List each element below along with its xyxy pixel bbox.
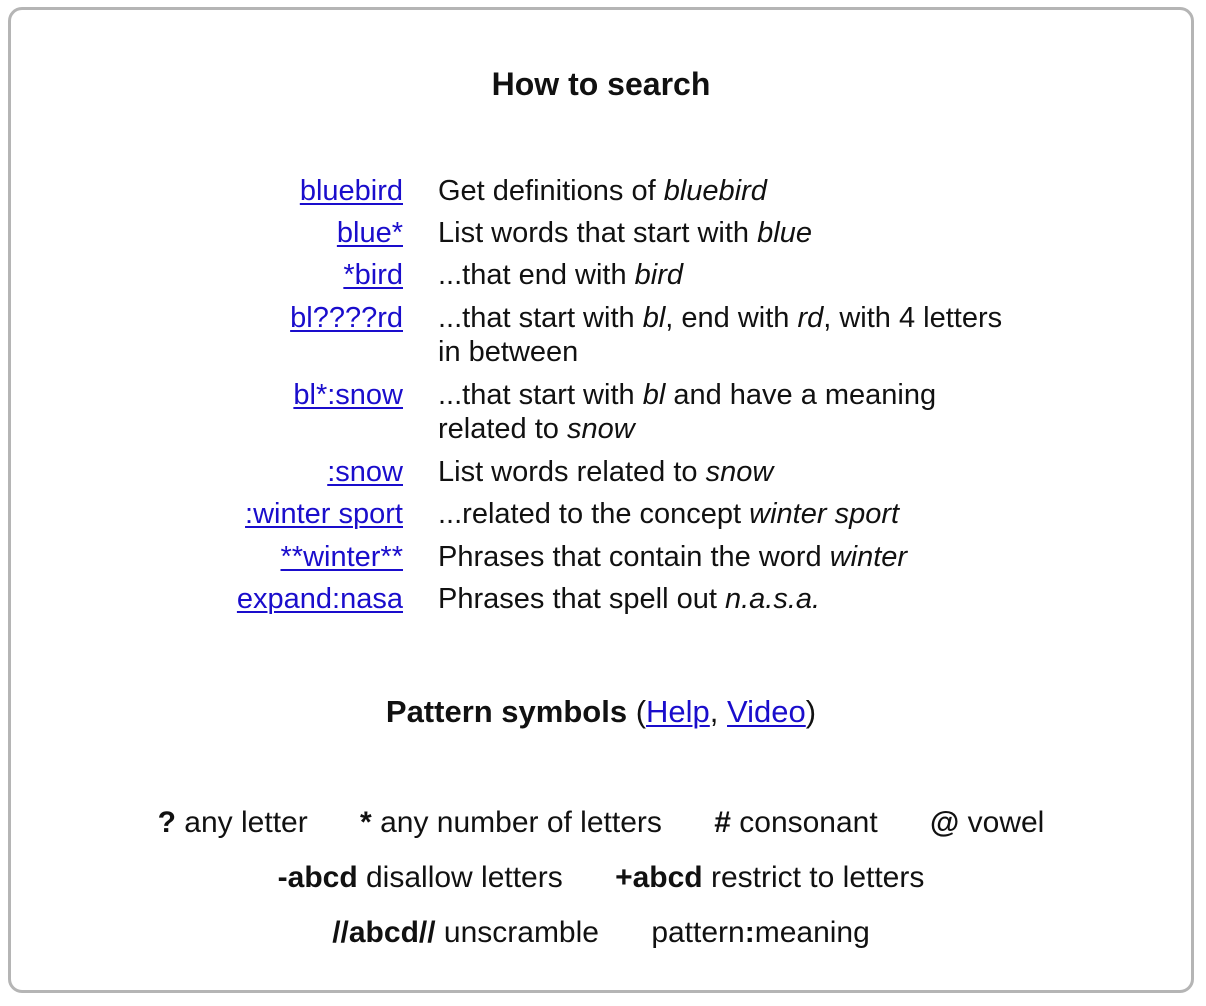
symbol-desc: any letter [175,806,308,839]
symbol-any-letter [158,806,308,840]
example-description [438,378,1008,446]
example-description [438,258,1008,292]
example-row [11,582,1191,624]
example-description [438,216,1008,250]
desc-text: ...that start with [438,379,643,411]
desc-emphasis: rd [797,302,824,334]
symbol-any-number [360,806,662,840]
desc-emphasis: bird [634,259,684,291]
example-link-winter-sport[interactable]: :winter sport [245,498,403,530]
desc-text: ...that end with [438,259,635,291]
paren-open: ( [627,694,647,729]
desc-text: List words that start with [438,217,758,249]
symbol-desc: pattern [651,916,745,949]
example-link-star-bird[interactable]: *bird [343,259,403,291]
symbol-pattern-meaning [651,916,869,950]
desc-emphasis: bl [642,379,666,411]
example-description [438,455,1008,489]
desc-emphasis: bl [642,302,666,334]
example-description [438,540,1008,574]
desc-text: and have a meaning related to [438,379,937,445]
search-help-panel [8,7,1194,993]
symbol-glyph: //abcd// [332,916,436,949]
example-row [11,378,1191,455]
example-link-blue-star[interactable]: blue* [336,217,403,249]
example-row [11,174,1191,216]
desc-text: , end with [665,302,798,334]
example-description [438,174,1008,208]
symbol-desc: any number of letters [371,806,662,839]
pattern-symbols-heading [11,694,1191,730]
example-description [438,301,1008,369]
symbol-glyph: * [360,806,372,839]
symbol-desc: consonant [730,806,878,839]
desc-text: List words related to [438,456,706,488]
desc-emphasis: snow [566,413,635,445]
example-link-snow[interactable]: :snow [327,456,403,488]
symbol-desc: restrict to letters [702,861,925,894]
desc-emphasis: n.a.s.a. [724,583,821,615]
examples-list [11,174,1191,624]
symbol-glyph: -abcd [277,861,358,894]
symbol-consonant [714,806,877,840]
symbol-desc: meaning [754,916,870,949]
symbol-glyph: # [714,806,731,839]
example-row [11,258,1191,301]
example-link-bl-star-snow[interactable]: bl*:snow [293,379,403,411]
desc-emphasis: bluebird [663,175,767,207]
page-title: How to search [491,66,711,102]
symbols-row-2 [11,861,1191,895]
example-link-winter-phrase[interactable]: **winter** [280,541,403,573]
desc-emphasis: blue [757,217,812,249]
example-row [11,455,1191,497]
symbols-row-1 [11,806,1191,840]
example-row [11,540,1191,582]
example-row [11,301,1191,378]
pattern-heading-text: Pattern symbols [385,694,628,729]
symbols-row-3 [11,916,1191,950]
example-row [11,216,1191,258]
video-link[interactable]: Video [727,694,806,729]
paren-close: ) [805,694,817,729]
symbol-desc: disallow letters [357,861,563,894]
symbol-desc: vowel [959,806,1045,839]
symbol-glyph: ? [157,806,176,839]
symbol-glyph: : [744,916,755,949]
desc-emphasis: winter [829,541,908,573]
symbol-unscramble [332,916,599,950]
example-link-bl-wildcards-rd[interactable]: bl????rd [290,302,403,334]
example-link-bluebird[interactable]: bluebird [299,175,403,207]
desc-text: ...related to the concept [438,498,750,530]
symbol-desc: unscramble [435,916,599,949]
desc-emphasis: snow [705,456,774,488]
example-description [438,497,1008,531]
symbol-restrict [615,861,924,895]
example-description [438,582,1008,616]
comma-separator: , [709,694,728,729]
desc-text: ...that start with [438,302,643,334]
desc-text: Phrases that contain the word [438,541,830,573]
symbol-glyph: @ [930,806,960,839]
symbol-vowel [930,806,1044,840]
symbol-disallow [278,861,563,895]
desc-emphasis: winter sport [749,498,900,530]
desc-text: Get definitions of [438,175,664,207]
example-row [11,497,1191,540]
help-link[interactable]: Help [646,694,710,729]
desc-text: , with 4 letters in between [438,302,1003,368]
example-link-expand-nasa[interactable]: expand:nasa [236,583,403,615]
desc-text: Phrases that spell out [438,583,725,615]
symbol-glyph: +abcd [615,861,703,894]
